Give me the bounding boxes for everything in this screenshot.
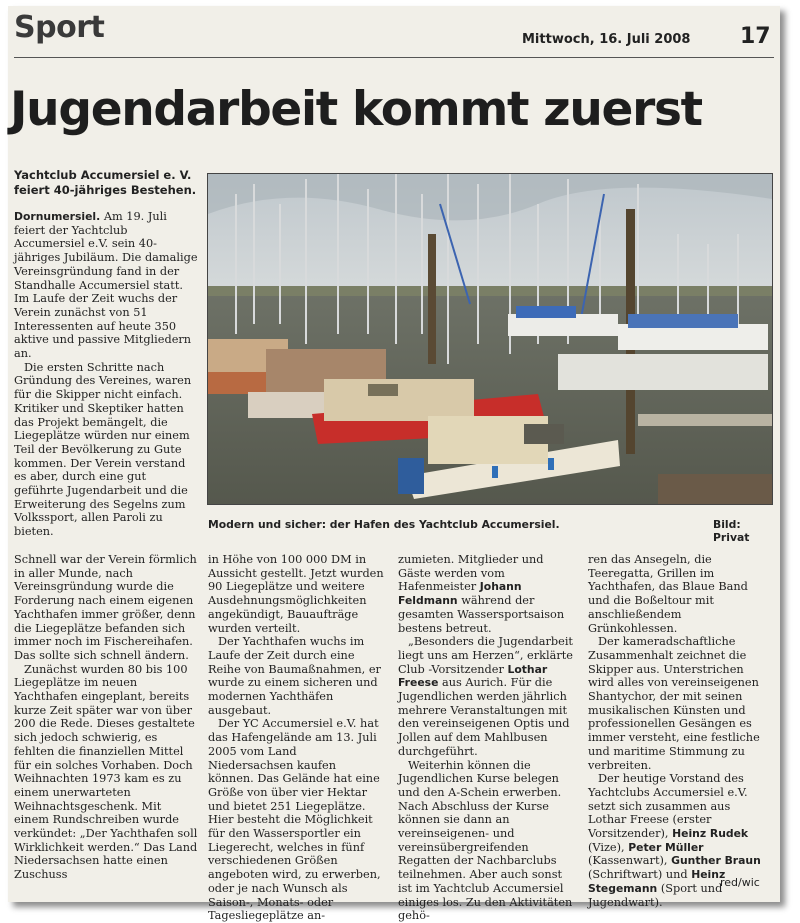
author-signature: red/wic <box>720 876 760 889</box>
person-name: Johann Feldmann <box>398 580 522 608</box>
photo-credit: Bild: Privat <box>713 518 750 544</box>
board-member-role: (Schriftwart) und <box>588 868 692 882</box>
board-member-role: (Kassenwart), <box>588 854 672 868</box>
subheadline: Yachtclub Accumersiel e. V. feiert 40-jähriges Bestehen. <box>14 168 197 197</box>
column-3 <box>398 553 574 923</box>
paragraph <box>398 553 574 635</box>
paragraph: Schnell war der Verein förmlich in aller Munde, nach Vereinsgründung wurde die Forderung nach einem eigenen Yachthafen immer größer, denn die Liegeplätze befanden sich immer noch im Fischereihafen. Das sollte sich schnell ändern. <box>14 553 197 662</box>
paragraph: Der Yachthafen wuchs im Laufe der Zeit durch eine Reihe von Baumaßnahmen, er wurde zu einem sicheren und modernen Yachthäfen ausgebaut. <box>208 635 381 717</box>
text-run: Der heutige Vorstand des Yachtclubs Accumersiel e.V. setzt sich zusammen aus Lothar Freese (erster Vorsitzender), <box>588 772 748 841</box>
issue-date: Mittwoch, 16. Juli 2008 <box>522 32 691 47</box>
text-run: aus Aurich. Für die Jugendlichen werden jährlich mehrere Veranstaltungen mit den vereinseigenen Optis und Jollen auf dem Mahlbusen durchgeführt. <box>398 676 570 758</box>
person-name: Lothar Freese <box>398 662 548 690</box>
paragraph: ren das Ansegeln, die Teeregatta, Grillen im Yachthafen, das Blaue Band und die Boßeltour mit anschließendem Grünkohlessen. <box>588 553 748 635</box>
board-member-role: (Vize), <box>588 840 629 854</box>
board-member-name: Gunther Braun <box>671 854 761 868</box>
paragraph-text: Am 19. Juli feiert der Yachtclub Accumersiel e.V. sein 40-jähriges Jubiläum. Die damalige Vereinsgründung fand in der Standhalle Accumersiel statt. Im Laufe der Zeit wuchs der Verein zunächst von 51 Interessenten auf heute 350 aktive und passive Mitgliedern an. <box>14 210 198 361</box>
column-1-continued <box>14 553 198 882</box>
paragraph: Die ersten Schritte nach Gründung des Vereines, waren für die Skipper nicht einfach. Kritiker und Skeptiker hatten das Projekt bemängelt, die Liegeplätze würden nur einem Teil der Bevölkerung zu Gute kommen. Der Verein verstand es aber, durch eine gut geführte Jugendarbeit und die Erweiterung des Segelns zum Volkssport, allen Paroli zu bieten. <box>14 360 192 539</box>
section-title: Sport <box>14 10 105 45</box>
paragraph <box>14 210 198 361</box>
column-1 <box>14 210 198 539</box>
page-number: 17 <box>740 24 771 49</box>
harbor-photo <box>207 173 773 505</box>
newspaper-page <box>8 6 780 923</box>
paragraph: Zunächst wurden 80 bis 100 Liegeplätze im neuen Yachthafen eingeplant, bereits kurze Zeit später war von über 200 die Rede. Dieses gestaltete sich jedoch schwierig, es fehlten die finanziellen Mittel für ein solches Vorhaben. Doch Weihnachten 1973 kam es zu einem unerwarteten Weihnachtsgeschenk. Mit einem Rundschreiben wurde verkündet: „Der Yachthafen soll Wirklichkeit werden.“ Das Land Niedersachsen hatte einen Zuschuss <box>14 662 198 882</box>
paragraph: Weiterhin können die Jugendlichen Kurse belegen und den A-Schein erwerben. Nach Abschluss der Kurse können sie dann an vereinseigenen- und vereinsübergreifenden Regatten der Nachbarclubs teilnehmen. Aber auch sonst ist im Yachtclub Accumersiel einiges los. Zu den Aktivitäten gehö- <box>398 758 573 923</box>
board-member-name: Heinz Stegemann <box>588 868 726 895</box>
paragraph: in Höhe von 100 000 DM in Aussicht gestellt. Jetzt wurden 90 Liegeplätze und weitere Ausdehnungsmöglichkeiten angekündigt, Bauaufträge wurden verteilt. <box>208 553 384 635</box>
paragraph: Der YC Accumersiel e.V. hat das Hafengelände am 13. Juli 2005 vom Land Niedersachsen kaufen können. Das Gelände hat eine Größe von über vier Hektar und bietet 251 Liegeplätze. Hier besteht die Möglichkeit für den Wassersportler ein Liegerecht, welches in fünf verschiedenen Größen angeboten wird, zu erwerben, oder je nach Wunsch als Saison-, Monats- oder Tagesliegeplätze an- <box>208 717 381 923</box>
text-run: zumieten. Mitglieder und Gäste werden vom Hafenmeister <box>398 553 544 594</box>
headline: Jugendarbeit kommt zuerst <box>10 82 702 137</box>
paragraph: Der kameradschaftliche Zusammenhalt zeichnet die Skipper aus. Unterstrichen wird alles von vereinseigenen Shantychor, der mit seinen musikalischen Künsten und professionellen Gesängen es immer versteht, eine festliche und maritime Stimmung zu verbreiten. <box>588 635 760 772</box>
board-member-name: Peter Müller <box>628 840 704 854</box>
column-4 <box>588 553 764 909</box>
board-member-name: Heinz Rudek <box>672 827 749 841</box>
paragraph <box>398 635 574 758</box>
dateline: Dornumersiel. <box>14 210 101 223</box>
harbor-image <box>208 174 772 504</box>
column-2 <box>208 553 384 923</box>
text-run: „Besonders die Jugendarbeit liegt uns am Herzen“, erklärte Club -Vorsitzender <box>398 635 573 676</box>
header-rule <box>14 57 774 58</box>
photo-caption: Modern und sicher: der Hafen des Yachtclub Accumersiel. <box>208 518 560 531</box>
text-run: während der gesamten Wassersportsaison bestens betreut. <box>398 594 565 635</box>
board-member-role: (Sport und Jugendwart). <box>588 881 723 909</box>
